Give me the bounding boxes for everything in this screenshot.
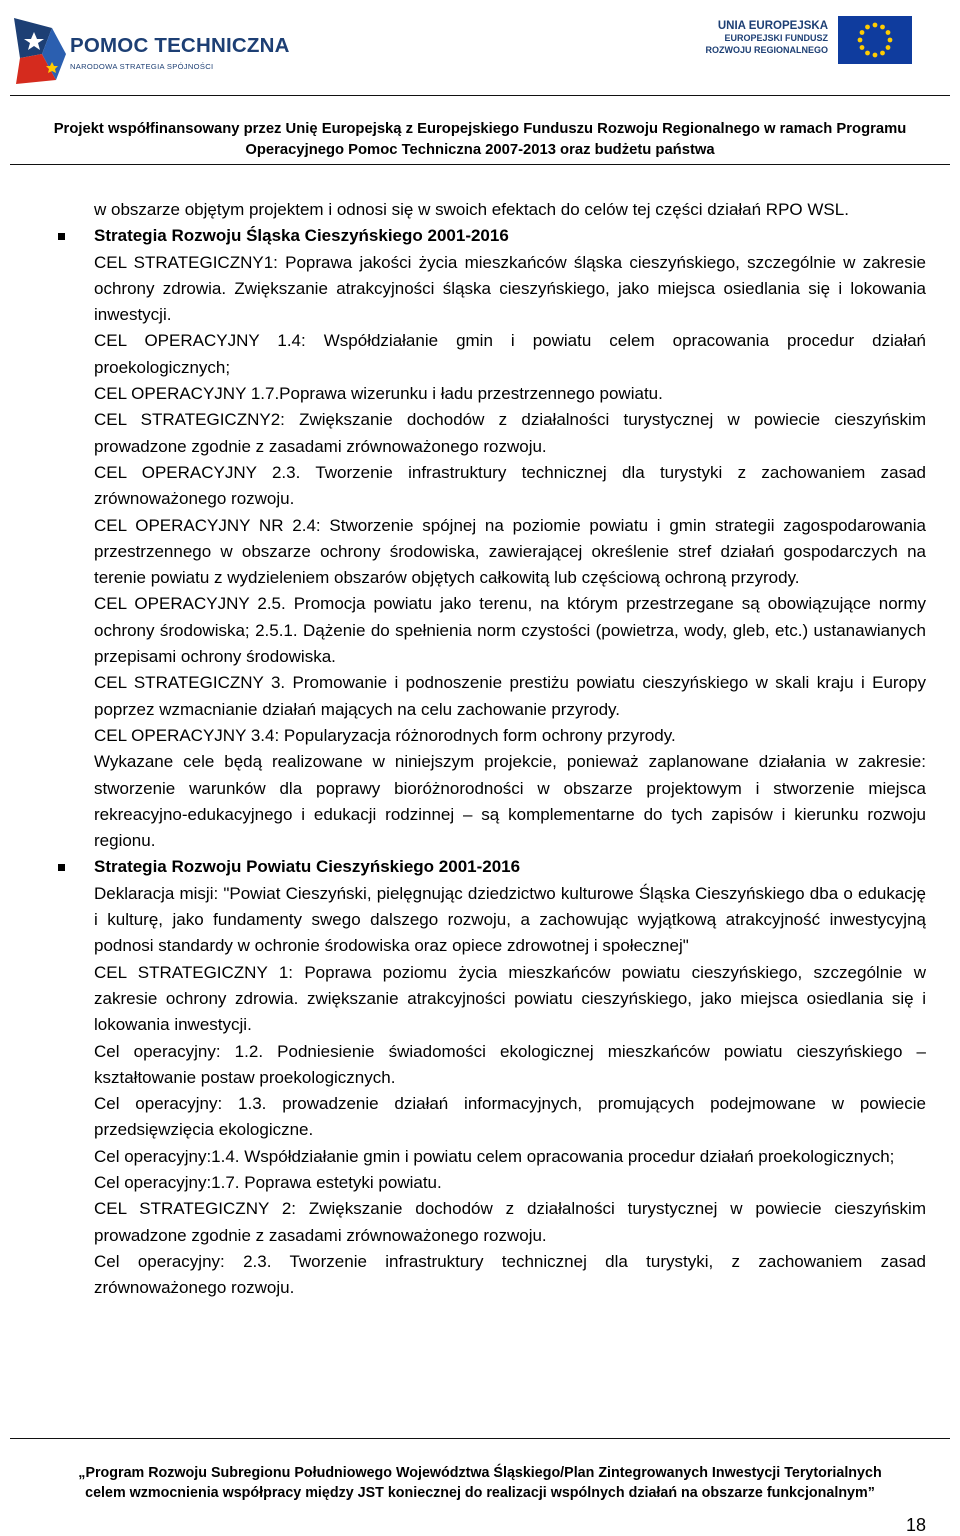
paragraph: CEL STRATEGICZNY1: Poprawa jakości życia mieszkańców śląska cieszyńskiego, szczególnie w zakresie ochrony zdrowia. Zwiększanie atrakcyjności śląska cieszyńskiego, jako miejsca osiedlania się i lokowania inwestycji. [94, 252, 926, 325]
header-caption-line1: Projekt współfinansowany przez Unię Europejską z Europejskiego Funduszu Rozwoju Regionalnego w ramach Programu [53, 121, 907, 137]
paragraph: CEL OPERACYJNY 2.5. Promocja powiatu jako terenu, na którym przestrzegane są obowiązujące normy ochrony środowiska; 2.5.1. Dążenie do spełnienia norm czystości (powietrza, wody, gleb, etc.) ustanawianych przepisami ochrony środowiska. [94, 594, 926, 667]
pomoc-techniczna-logo [12, 14, 290, 90]
paragraph: Wykazane cele będą realizowane w niniejszym projekcie, ponieważ zaplanowane działania w zakresie: stworzenie warunków dla poprawy bioróżnorodności w obszarze projektowym i stworzenie miejsca rekreacyjno-edukacyjnego i edukacji rodzinnej – są komplementarne do tych zapisów i kierunku rozwoju regionu. [94, 752, 926, 851]
paragraph: Cel operacyjny: 2.3. Tworzenie infrastruktury technicznej dla turystyki, z zachowaniem zasad zrównoważonego rozwoju. [94, 1251, 926, 1298]
header-divider [10, 95, 950, 96]
paragraph: CEL STRATEGICZNY 2: Zwiększanie dochodów z działalności turystycznej w powiecie cieszyńskim prowadzone zgodnie z zasadami zrównoważonego rozwoju. [94, 1199, 926, 1245]
eu-logo-line2: EUROPEJSKI FUNDUSZ [724, 33, 828, 43]
page-number: 18 [905, 1515, 926, 1535]
footer-caption [0, 1463, 960, 1503]
paragraph: Cel operacyjny:1.7. Poprawa estetyki powiatu. [94, 1172, 442, 1192]
paragraph: Cel operacyjny: 1.3. prowadzenie działań informacyjnych, promujących podejmowane w powiecie przedsięwzięcia ekologiczne. [94, 1094, 926, 1140]
paragraph: CEL OPERACYJNY 1.4: Współdziałanie gmin i powiatu celem opracowania procedur działań proekologicznych; [94, 331, 926, 377]
paragraph: w obszarze objętym projektem i odnosi się w swoich efektach do celów tej części działań RPO WSL. [94, 200, 849, 219]
paragraph: CEL OPERACYJNY NR 2.4: Stworzenie spójnej na poziomie powiatu i gmin strategii zagospodarowania przestrzennego w obszarze ochrony środowiska, zawierającej określenie stref działań gospodarczych na terenie powiatu z wydzieleniem obszarów objętych całkowitą lub częściową ochroną przyrody. [94, 515, 926, 588]
eu-logo-text [705, 20, 828, 56]
footer-caption-line2: celem wzmocnienia współpracy między JST koniecznej do realizacji wspólnych działań na obszarze funkcjonalnym” [85, 1485, 875, 1501]
bullet-heading: Strategia Rozwoju Śląska Cieszyńskiego 2001-2016 [94, 223, 926, 249]
paragraph: CEL OPERACYJNY 1.7.Poprawa wizerunku i ładu przestrzennego powiatu. [94, 384, 663, 404]
header-caption [0, 119, 960, 161]
footer-divider [10, 1438, 950, 1439]
eu-logo-line3: ROZWOJU REGIONALNEGO [705, 45, 828, 55]
bullet-heading: Strategia Rozwoju Powiatu Cieszyńskiego 2001-2016 [94, 854, 926, 880]
eu-logo [688, 14, 912, 64]
header-caption-line2: Operacyjnego Pomoc Techniczna 2007-2013 oraz budżetu państwa [245, 142, 715, 158]
paragraph: CEL STRATEGICZNY 1: Poprawa poziomu życia mieszkańców powiatu cieszyńskiego, szczególnie w zakresie ochrony zdrowia. zwiększanie atrakcyjności powiatu cieszyńskiego, jako miejsca osiedlania się i lokowania inwestycji. [94, 962, 926, 1035]
paragraph: CEL STRATEGICZNY 3. Promowanie i podnoszenie prestiżu powiatu cieszyńskiego w skali kraju i Europy poprzez wzmacnianie działań mających na celu zachowanie przyrody. [94, 673, 926, 719]
paragraph: Deklaracja misji: "Powiat Cieszyński, pielęgnując dziedzictwo kulturowe Śląska Cieszyńskiego dba o edukację i kulturę, jako fundamenty swego dalszego rozwoju, a zachowując wyjątkową atrakcyjność inwestycyjną podnosi standardy w ochronie środowiska oraz opiece zdrowotnej i społecznej" [94, 883, 926, 956]
document-body [94, 197, 926, 1301]
paragraph: CEL STRATEGICZNY2: Zwiększanie dochodów z działalności turystycznej w powiecie cieszyńskim prowadzone zgodnie z zasadami zrównoważonego rozwoju. [94, 410, 926, 456]
logo-left-title: POMOC TECHNICZNA [70, 34, 290, 57]
paragraph: CEL OPERACYJNY 3.4: Popularyzacja różnorodnych form ochrony przyrody. [94, 725, 676, 745]
header-divider-bottom [10, 164, 950, 165]
paragraph: Cel operacyjny: 1.2. Podniesienie świadomości ekologicznej mieszkańców powiatu cieszyńskiego – kształtowanie postaw proekologicznych. [94, 1041, 926, 1087]
paragraph: CEL OPERACYJNY 2.3. Tworzenie infrastruktury technicznej dla turystyki z zachowaniem zasad zrównoważonego rozwoju. [94, 462, 926, 509]
pomoc-techniczna-emblem-icon [12, 14, 68, 86]
footer-caption-line1: „Program Rozwoju Subregionu Południowego Województwa Śląskiego/Plan Zintegrowanych Inwestycji Terytorialnych [78, 1465, 882, 1481]
eu-logo-line1: UNIA EUROPEJSKA [717, 20, 828, 32]
logo-left-subtitle: NARODOWA STRATEGIA SPÓJNOŚCI [70, 62, 214, 71]
paragraph: Cel operacyjny:1.4. Współdziałanie gmin i powiatu celem opracowania procedur działań proekologicznych; [94, 1146, 895, 1166]
eu-flag-icon [838, 16, 912, 64]
